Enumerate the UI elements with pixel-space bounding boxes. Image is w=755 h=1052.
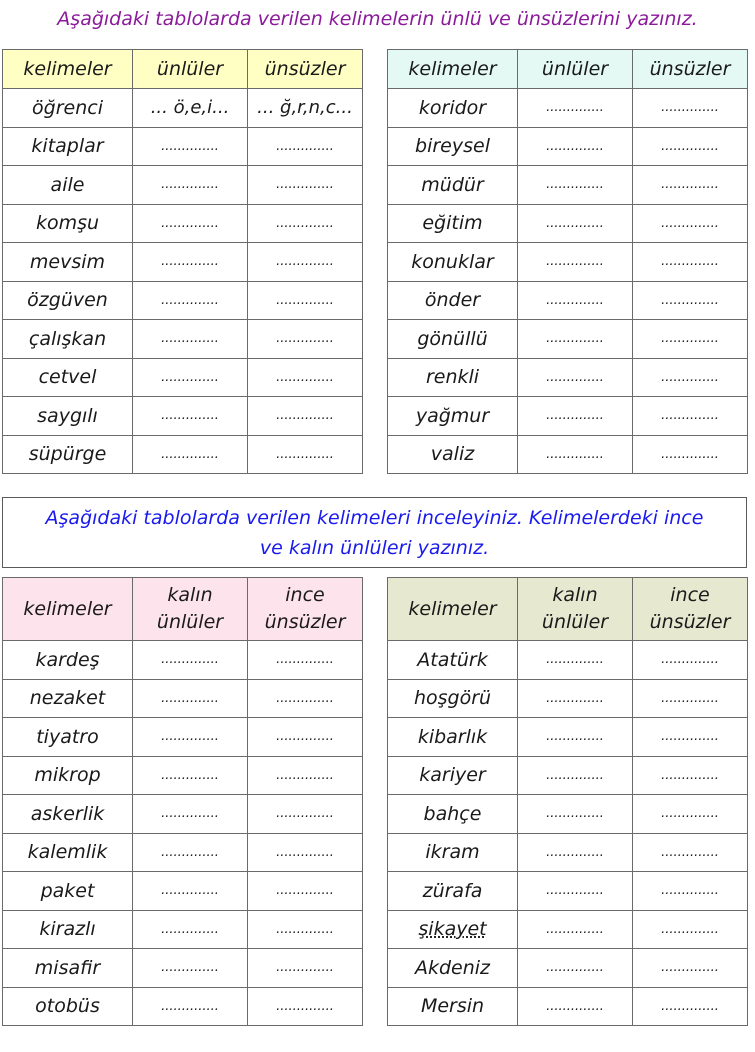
- table-header-row: [3, 50, 363, 89]
- answer-blank-cell[interactable]: ..............: [133, 243, 248, 282]
- word-cell: müdür: [388, 166, 518, 205]
- table-row: [388, 204, 748, 243]
- answer-blank-cell[interactable]: ..............: [633, 949, 748, 988]
- answer-blank-cell[interactable]: ..............: [518, 987, 633, 1026]
- instruction-line-1: Aşağıdaki tablolarda verilen kelimeleri inceleyiniz. Kelimelerdeki ince: [45, 507, 704, 529]
- table-row: [3, 679, 363, 718]
- table-row: [388, 679, 748, 718]
- answer-blank-cell[interactable]: ..............: [518, 320, 633, 359]
- word-cell: askerlik: [3, 795, 133, 834]
- answer-blank-cell[interactable]: ..............: [248, 320, 363, 359]
- answer-blank-cell[interactable]: ..............: [248, 358, 363, 397]
- column-header: kelimeler: [3, 50, 133, 89]
- column-header: ünsüzler: [633, 50, 748, 89]
- answer-blank-cell[interactable]: ..............: [518, 89, 633, 128]
- word-cell: şikayet: [388, 910, 518, 949]
- answer-blank-cell[interactable]: ..............: [518, 641, 633, 680]
- answer-blank-cell[interactable]: ..............: [248, 397, 363, 436]
- answer-blank-cell[interactable]: ..............: [633, 679, 748, 718]
- column-header: ünlüler: [133, 50, 248, 89]
- instruction-title-front-back-vowels: [2, 497, 747, 568]
- column-header: kalın ünlüler: [133, 578, 248, 641]
- table-row: [3, 243, 363, 282]
- table-row: [3, 127, 363, 166]
- table-row: [3, 718, 363, 757]
- word-cell: hoşgörü: [388, 679, 518, 718]
- word-cell: misafir: [3, 949, 133, 988]
- word-cell: çalışkan: [3, 320, 133, 359]
- column-header: ünsüzler: [248, 50, 363, 89]
- answer-blank-cell[interactable]: ..............: [518, 910, 633, 949]
- answer-blank-cell[interactable]: ..............: [633, 833, 748, 872]
- table-row: [3, 358, 363, 397]
- answer-blank-cell[interactable]: ..............: [133, 718, 248, 757]
- table-row: [388, 320, 748, 359]
- answer-blank-cell[interactable]: ..............: [133, 281, 248, 320]
- answer-blank-cell[interactable]: ..............: [248, 718, 363, 757]
- table-row: [388, 281, 748, 320]
- answer-blank-cell[interactable]: ..............: [633, 127, 748, 166]
- answer-blank-cell[interactable]: ..............: [633, 872, 748, 911]
- answer-blank-cell[interactable]: ..............: [518, 872, 633, 911]
- column-header: kelimeler: [388, 578, 518, 641]
- answer-blank-cell[interactable]: ..............: [633, 89, 748, 128]
- word-cell: komşu: [3, 204, 133, 243]
- table-header-row: [3, 578, 363, 641]
- answer-blank-cell[interactable]: ..............: [133, 910, 248, 949]
- table-row: [388, 872, 748, 911]
- answer-blank-cell[interactable]: ..............: [518, 127, 633, 166]
- answer-blank-cell[interactable]: ..............: [518, 718, 633, 757]
- word-cell: kardeş: [3, 641, 133, 680]
- example-consonants-cell[interactable]: ... ğ,r,n,c...: [248, 89, 363, 128]
- word-cell: mevsim: [3, 243, 133, 282]
- answer-blank-cell[interactable]: ..............: [518, 204, 633, 243]
- table-row: [3, 281, 363, 320]
- word-cell: Atatürk: [388, 641, 518, 680]
- word-cell: süpürge: [3, 435, 133, 474]
- answer-blank-cell[interactable]: ..............: [248, 435, 363, 474]
- word-cell: ikram: [388, 833, 518, 872]
- answer-blank-cell[interactable]: ..............: [518, 397, 633, 436]
- answer-blank-cell[interactable]: ..............: [518, 435, 633, 474]
- answer-blank-cell[interactable]: ..............: [633, 397, 748, 436]
- word-cell: renkli: [388, 358, 518, 397]
- table-row: [3, 795, 363, 834]
- word-cell: paket: [3, 872, 133, 911]
- word-cell: özgüven: [3, 281, 133, 320]
- answer-blank-cell[interactable]: ..............: [248, 281, 363, 320]
- answer-blank-cell[interactable]: ..............: [248, 949, 363, 988]
- word-cell: önder: [388, 281, 518, 320]
- table-header-row: [388, 50, 748, 89]
- answer-blank-cell[interactable]: ..............: [248, 641, 363, 680]
- answer-blank-cell[interactable]: ..............: [133, 833, 248, 872]
- word-cell: cetvel: [3, 358, 133, 397]
- instruction-line-2: ve kalın ünlüleri yazınız.: [259, 537, 490, 559]
- example-vowels-cell[interactable]: ... ö,e,i...: [133, 89, 248, 128]
- table-vowels-left: [2, 49, 363, 474]
- answer-blank-cell[interactable]: ..............: [133, 204, 248, 243]
- word-cell: aile: [3, 166, 133, 205]
- table-row: [3, 910, 363, 949]
- answer-blank-cell[interactable]: ..............: [633, 320, 748, 359]
- word-cell: gönüllü: [388, 320, 518, 359]
- answer-blank-cell[interactable]: ..............: [633, 718, 748, 757]
- word-cell: konuklar: [388, 243, 518, 282]
- table-row: [388, 718, 748, 757]
- table-row: [3, 166, 363, 205]
- answer-blank-cell[interactable]: ..............: [133, 127, 248, 166]
- word-cell: nezaket: [3, 679, 133, 718]
- answer-blank-cell[interactable]: ..............: [518, 166, 633, 205]
- table-row: [3, 949, 363, 988]
- table-vowels-right: [387, 49, 748, 474]
- word-cell: kirazlı: [3, 910, 133, 949]
- answer-blank-cell[interactable]: ..............: [633, 435, 748, 474]
- table-header-row: [388, 578, 748, 641]
- word-cell: tiyatro: [3, 718, 133, 757]
- word-cell: bahçe: [388, 795, 518, 834]
- answer-blank-cell[interactable]: ..............: [248, 756, 363, 795]
- table-front-back-left: [2, 577, 363, 1026]
- answer-blank-cell[interactable]: ..............: [133, 949, 248, 988]
- answer-blank-cell[interactable]: ..............: [633, 795, 748, 834]
- word-cell: yağmur: [388, 397, 518, 436]
- answer-blank-cell[interactable]: ..............: [633, 166, 748, 205]
- table-row: [3, 204, 363, 243]
- table-row: [3, 397, 363, 436]
- table-row: [388, 795, 748, 834]
- word-cell: öğrenci: [3, 89, 133, 128]
- answer-blank-cell[interactable]: ..............: [248, 910, 363, 949]
- answer-blank-cell[interactable]: ..............: [633, 641, 748, 680]
- answer-blank-cell[interactable]: ..............: [133, 756, 248, 795]
- answer-blank-cell[interactable]: ..............: [133, 397, 248, 436]
- word-cell: zürafa: [388, 872, 518, 911]
- answer-blank-cell[interactable]: ..............: [133, 166, 248, 205]
- table-row: [3, 641, 363, 680]
- word-cell: eğitim: [388, 204, 518, 243]
- table-front-back-right: [387, 577, 748, 1026]
- answer-blank-cell[interactable]: ..............: [133, 795, 248, 834]
- answer-blank-cell[interactable]: ..............: [133, 872, 248, 911]
- table-row: [388, 397, 748, 436]
- word-cell: otobüs: [3, 987, 133, 1026]
- word-cell: Mersin: [388, 987, 518, 1026]
- column-header: kelimeler: [388, 50, 518, 89]
- column-header: kalın ünlüler: [518, 578, 633, 641]
- word-cell: saygılı: [3, 397, 133, 436]
- answer-blank-cell[interactable]: ..............: [133, 987, 248, 1026]
- answer-blank-cell[interactable]: ..............: [248, 243, 363, 282]
- table-row: [388, 833, 748, 872]
- answer-blank-cell[interactable]: ..............: [633, 910, 748, 949]
- answer-blank-cell[interactable]: ..............: [518, 679, 633, 718]
- word-cell: kitaplar: [3, 127, 133, 166]
- word-cell: bireysel: [388, 127, 518, 166]
- answer-blank-cell[interactable]: ..............: [133, 679, 248, 718]
- answer-blank-cell[interactable]: ..............: [633, 243, 748, 282]
- table-row: [3, 756, 363, 795]
- column-header: ince ünsüzler: [248, 578, 363, 641]
- table-row: [3, 89, 363, 128]
- word-cell: kalemlik: [3, 833, 133, 872]
- table-row: [388, 756, 748, 795]
- answer-blank-cell[interactable]: ..............: [248, 204, 363, 243]
- table-row: [388, 127, 748, 166]
- table-row: [3, 833, 363, 872]
- column-header: ünlüler: [518, 50, 633, 89]
- table-row: [3, 987, 363, 1026]
- word-cell: mikrop: [3, 756, 133, 795]
- instruction-title-vowels: Aşağıdaki tablolarda verilen kelimelerin ünlü ve ünsüzlerini yazınız.: [57, 8, 698, 30]
- answer-blank-cell[interactable]: ..............: [633, 358, 748, 397]
- table-row: [3, 872, 363, 911]
- answer-blank-cell[interactable]: ..............: [633, 987, 748, 1026]
- answer-blank-cell[interactable]: ..............: [133, 435, 248, 474]
- table-row: [388, 987, 748, 1026]
- table-row: [388, 910, 748, 949]
- word-cell: valiz: [388, 435, 518, 474]
- answer-blank-cell[interactable]: ..............: [248, 833, 363, 872]
- answer-blank-cell[interactable]: ..............: [518, 795, 633, 834]
- table-row: [388, 89, 748, 128]
- word-cell: kibarlık: [388, 718, 518, 757]
- answer-blank-cell[interactable]: ..............: [633, 204, 748, 243]
- answer-blank-cell[interactable]: ..............: [518, 833, 633, 872]
- column-header: kelimeler: [3, 578, 133, 641]
- answer-blank-cell[interactable]: ..............: [248, 127, 363, 166]
- table-row: [388, 949, 748, 988]
- table-row: [388, 243, 748, 282]
- answer-blank-cell[interactable]: ..............: [133, 358, 248, 397]
- answer-blank-cell[interactable]: ..............: [248, 166, 363, 205]
- word-cell: Akdeniz: [388, 949, 518, 988]
- answer-blank-cell[interactable]: ..............: [248, 795, 363, 834]
- answer-blank-cell[interactable]: ..............: [633, 281, 748, 320]
- table-row: [3, 435, 363, 474]
- answer-blank-cell[interactable]: ..............: [133, 641, 248, 680]
- table-row: [3, 320, 363, 359]
- answer-blank-cell[interactable]: ..............: [248, 872, 363, 911]
- word-cell: kariyer: [388, 756, 518, 795]
- table-row: [388, 166, 748, 205]
- answer-blank-cell[interactable]: ..............: [518, 281, 633, 320]
- column-header: ince ünsüzler: [633, 578, 748, 641]
- word-cell: koridor: [388, 89, 518, 128]
- answer-blank-cell[interactable]: ..............: [248, 987, 363, 1026]
- answer-blank-cell[interactable]: ..............: [248, 679, 363, 718]
- answer-blank-cell[interactable]: ..............: [518, 756, 633, 795]
- table-row: [388, 358, 748, 397]
- answer-blank-cell[interactable]: ..............: [518, 243, 633, 282]
- answer-blank-cell[interactable]: ..............: [518, 949, 633, 988]
- table-row: [388, 641, 748, 680]
- answer-blank-cell[interactable]: ..............: [133, 320, 248, 359]
- table-row: [388, 435, 748, 474]
- answer-blank-cell[interactable]: ..............: [518, 358, 633, 397]
- answer-blank-cell[interactable]: ..............: [633, 756, 748, 795]
